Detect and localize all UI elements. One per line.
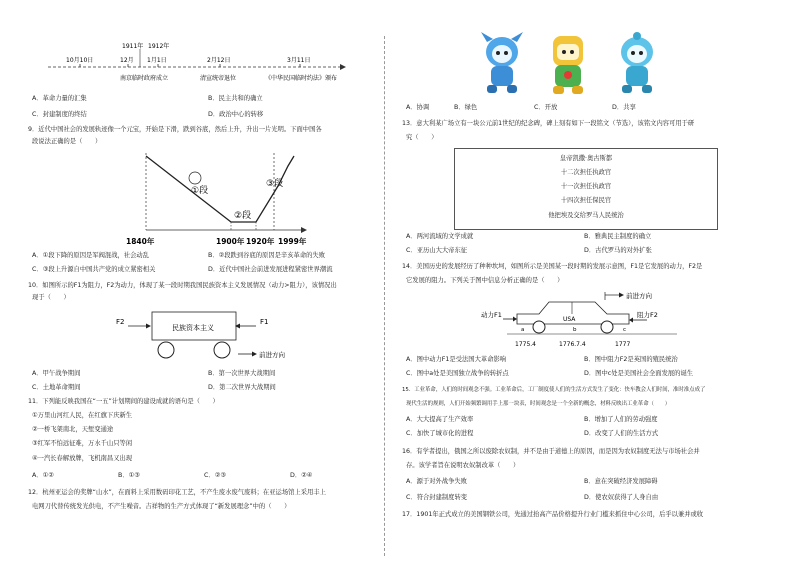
q9-stem-line1: 9．近代中国社会的发展轨迹像一个元宝，开始是下滑，跌到谷底，然后上升，升出一片光明。下面中国各 xyxy=(28,126,322,133)
q14-wheel-b: b xyxy=(573,327,577,333)
timeline-date-4: 2月12日 xyxy=(207,57,231,64)
q14-resistance-label: 阻力F2 xyxy=(637,311,658,319)
column-divider xyxy=(384,36,385,556)
q10-option-c[interactable]: C．土地革命期间 xyxy=(32,384,81,391)
q11-option-a[interactable]: A．①② xyxy=(32,472,54,479)
q13-option-c[interactable]: C．亚历山大大帝东征 xyxy=(406,247,468,254)
timeline-date-5: 3月11日 xyxy=(287,57,311,64)
q9-segment-2: ②段 xyxy=(234,211,252,221)
mascot-cyan xyxy=(621,32,653,93)
q13-stem-line1: 13．意大利某广场立有一块公元前1世纪的纪念碑，碑上刻有如下一段铭文（节选），该铭文内容可用于研 xyxy=(402,120,695,127)
q14-wheel-c: c xyxy=(623,327,627,333)
timeline-year-1911: 1911年 xyxy=(122,43,144,50)
q16-option-a[interactable]: A．源于对外战争失败 xyxy=(406,478,467,485)
q10-cart-label: 民族资本主义 xyxy=(172,324,214,332)
q16-option-b[interactable]: B．意在突破经济发展障碍 xyxy=(584,478,658,485)
q16-option-d[interactable]: D．使农奴获得了人身自由 xyxy=(584,494,659,501)
timeline-event-1: 南京临时政府成立 xyxy=(120,75,169,82)
q16-option-c[interactable]: C．符合封建制度转变 xyxy=(406,494,468,501)
q14-stem-line2: 它发展的阻力。下列关于图中信息分析正确的是（ ） xyxy=(406,277,564,284)
left-column xyxy=(28,0,373,562)
q10-stem-line1: 10．如图所示的F1为阻力，F2为动力，体现了某一段时期我国民族资本主义发展情况（动力>阻力），该情况出 xyxy=(28,282,337,289)
q13-stem-line2: 究（ ） xyxy=(406,134,438,141)
timeline-date-3: 1月1日 xyxy=(147,57,167,64)
q11-item-3: ③红军不怕远征难，万水千山只等闲 xyxy=(32,440,133,447)
q14-power-label: 动力F1 xyxy=(481,311,502,319)
q14-car-label: USA xyxy=(563,316,576,323)
q15-option-d[interactable]: D．改变了人们的生活方式 xyxy=(584,430,659,437)
q11-option-d[interactable]: D．②④ xyxy=(290,472,313,479)
timeline-date-2: 12月 xyxy=(120,57,134,64)
q10-option-a[interactable]: A．甲午战争期间 xyxy=(32,370,81,377)
q11-item-1: ①万里山河红人民，在红旗下庆新生 xyxy=(32,412,133,419)
q12-option-d[interactable]: D．共享 xyxy=(612,104,636,111)
q17-stem-line1: 17．1901年正式成立的美国钢铁公司，先通过抬高产品价格提升行业门槛来抓住中心公司，后乎以兼并或收 xyxy=(402,511,704,518)
q14-tick-1776: 1776.7.4 xyxy=(559,341,586,348)
q9-segment-3: ③段 xyxy=(266,179,284,189)
timeline-date-1: 10月10日 xyxy=(66,57,94,64)
q8-option-b[interactable]: B．民主共和的确立 xyxy=(208,95,263,102)
q14-tick-1775: 1775.4 xyxy=(515,341,536,348)
q13-inscription-line5: 他把埃及交给罗马人民统治 xyxy=(548,212,624,219)
q9-year-1840: 1840年 xyxy=(126,237,155,246)
asian-games-mascots-image xyxy=(467,30,677,100)
q10-f2-label: F2 xyxy=(116,318,125,326)
right-column xyxy=(402,0,767,562)
q9-year-1920: 1920年 xyxy=(246,237,275,246)
q13-inscription-line1: 皇帝凯撒·奥古斯都 xyxy=(559,155,613,162)
q16-stem-line1: 16．有学者提出，俄国之所以废除农奴制，并不是由于道德上的原因，而是因为农奴制度无法与市场社会并 xyxy=(402,448,700,455)
q13-inscription-line4: 十四次担任保民官 xyxy=(560,197,612,204)
q10-f1-label: F1 xyxy=(260,318,269,326)
q9-year-1999: 1999年 xyxy=(278,237,307,246)
q12-stem-line1: 12．杭州亚运会的奖牌“山水”，在面料上采用数码印花工艺，不产生废水废气废料；在亚运场馆上采用丰上 xyxy=(28,489,326,496)
q9-option-b[interactable]: B．②段跌到谷底的原因是辛亥革命的失败 xyxy=(208,252,326,259)
q13-option-a[interactable]: A．两河流域的文学成就 xyxy=(406,233,474,240)
q13-inscription-line3: 十一次担任执政官 xyxy=(560,183,612,190)
q13-inscription-box xyxy=(454,148,718,230)
q13-option-b[interactable]: B．雅典民主制度的确立 xyxy=(584,233,652,240)
q13-inscription-line2: 十二次担任执政官 xyxy=(560,169,612,176)
q14-option-d[interactable]: D．图中c处是美国社会全面发展的诞生 xyxy=(584,370,694,377)
q16-stem-line2: 存。该学者旨在说明农奴制改革（ ） xyxy=(406,462,520,469)
q15-stem-line1: 15．工业革命，人们的时间观念不强。工业革命后，工厂制度使人们的生活方式发生了变化：快车教会人们时间，准时准点成了 xyxy=(402,387,706,393)
timeline-event-2: 清宣统帝退位 xyxy=(200,75,237,82)
mascot-blue xyxy=(481,32,523,93)
q14-tick-1777: 1777 xyxy=(615,341,631,348)
q9-segment-1: ①段 xyxy=(191,186,209,196)
q10-cart-diagram xyxy=(116,308,326,370)
q13-option-d[interactable]: D．古代罗马的对外扩张 xyxy=(584,247,652,254)
q12-option-a[interactable]: A．协调 xyxy=(406,104,430,111)
q10-stem-line2: 现于（ ） xyxy=(32,294,70,301)
q10-direction-label: 前进方向 xyxy=(259,351,285,359)
q8-option-a[interactable]: A．革命力量的汇集 xyxy=(32,95,87,102)
q11-option-c[interactable]: C．②③ xyxy=(204,472,226,479)
q10-option-d[interactable]: D．第二次世界大战期间 xyxy=(208,384,276,391)
q8-option-c[interactable]: C．封建制度的终结 xyxy=(32,111,87,118)
q15-option-a[interactable]: A．大大提高了生产效率 xyxy=(406,416,474,423)
q9-option-a[interactable]: A．①段下降的原因是军阀混战，社会动乱 xyxy=(32,252,149,259)
q11-item-2: ②一桥飞架南北，天堑变通途 xyxy=(32,426,114,433)
q11-item-4: ④一汽长春解放牌，飞机南昌又出现 xyxy=(32,455,133,462)
q15-option-b[interactable]: B．增加了人们的劳动强度 xyxy=(584,416,658,423)
q14-option-c[interactable]: C．图中a处是美国独立战争的转折点 xyxy=(406,370,509,377)
q9-year-1900: 1900年 xyxy=(216,237,245,246)
q11-option-b[interactable]: B．①③ xyxy=(118,472,140,479)
q12-stem-line2: 电网刀代替传统发光供电，不产生噪音。吉祥物的生产方式体现了“新发展理念”中的（ ） xyxy=(32,503,291,510)
timeline-event-3: 《中华民国临时约法》颁布 xyxy=(265,75,338,82)
timeline-year-1912: 1912年 xyxy=(148,43,170,50)
q10-option-b[interactable]: B．第一次世界大战期间 xyxy=(208,370,276,377)
q9-option-c[interactable]: C．③段上升源自中国共产党的成立紧密相关 xyxy=(32,266,156,273)
q12-option-b[interactable]: B．绿色 xyxy=(454,104,478,111)
q9-stem-line2: 段说法正确的是（ ） xyxy=(32,138,102,145)
q14-option-b[interactable]: B．图中阻力F2是英国的殖民统治 xyxy=(584,356,678,363)
q8-option-d[interactable]: D．政治中心的转移 xyxy=(208,111,264,118)
q15-stem-line2: 现代生活的规则，人们开始频繁调用手上那一块表，时间观念是一个全新的概念，材料反映出工业革命（ ） xyxy=(406,401,671,407)
q14-option-a[interactable]: A．图中动力F1是受法国大革命影响 xyxy=(406,356,507,363)
q9-option-d[interactable]: D．近代中国社会前进发展进程紧密世界潮流 xyxy=(208,266,333,273)
q15-option-c[interactable]: C．加快了城市化的进程 xyxy=(406,430,474,437)
q11-stem: 11．下列能反映我国在“一五”计划期间的建设成就的语句是（ ） xyxy=(28,398,219,405)
q14-wheel-a: a xyxy=(521,327,525,333)
q14-direction-label: 前进方向 xyxy=(626,292,652,300)
q12-option-c[interactable]: C．开放 xyxy=(534,104,558,111)
mascot-yellow xyxy=(553,36,583,94)
q14-stem-line1: 14．美国历史的发展经历了种种坎坷，如图所示是美国某一段时期的发展示意图，F1是它发展的动力，F2是 xyxy=(402,263,703,270)
q9-curve-diagram xyxy=(116,148,326,250)
timeline-diagram xyxy=(40,40,360,90)
q14-car-diagram xyxy=(477,290,707,352)
